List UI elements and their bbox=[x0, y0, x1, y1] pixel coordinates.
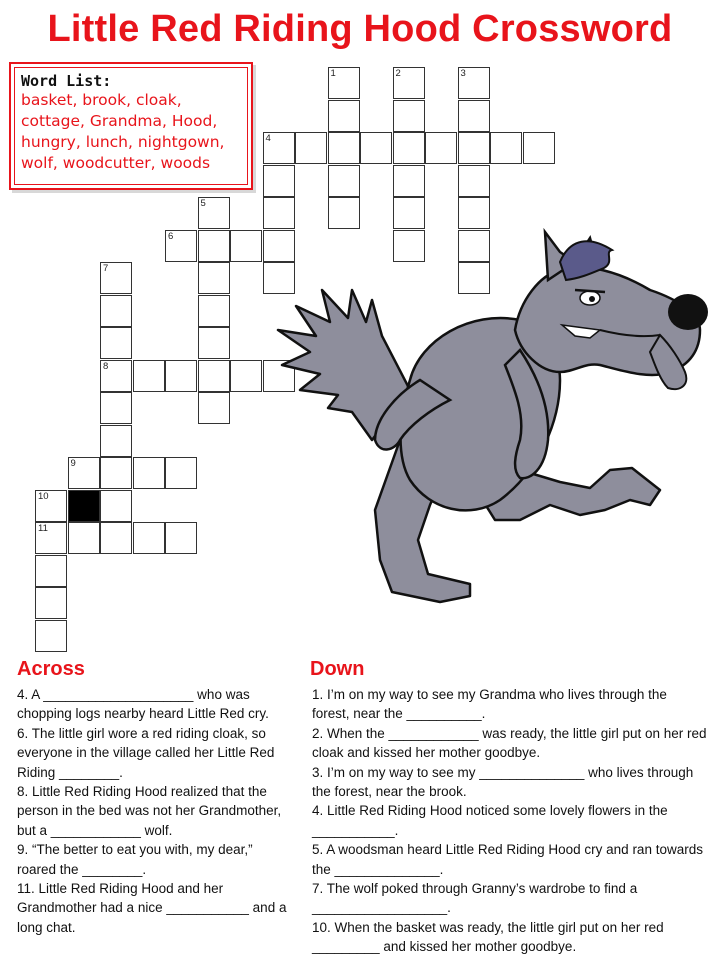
down-clue: 5. A woodsman heard Little Red Riding Hood cry and ran towards the ______________. bbox=[312, 842, 703, 877]
word-list-line: hungry, lunch, nightgown, bbox=[21, 133, 225, 151]
grid-cell[interactable] bbox=[68, 457, 100, 489]
grid-cell[interactable] bbox=[458, 132, 490, 164]
grid-cell[interactable] bbox=[35, 490, 67, 522]
down-clue: 1. I’m on my way to see my Grandma who lives through the forest, near the __________. bbox=[312, 687, 667, 722]
grid-cell[interactable] bbox=[198, 295, 230, 327]
grid-cell[interactable] bbox=[458, 165, 490, 197]
clue-number: 9 bbox=[70, 458, 76, 469]
clue-number: 2 bbox=[395, 68, 401, 79]
across-clue: 11. Little Red Riding Hood and her Grandmother had a nice ___________ and a long chat. bbox=[17, 881, 287, 935]
grid-cell[interactable] bbox=[100, 262, 132, 294]
grid-cell[interactable] bbox=[165, 230, 197, 262]
down-clue: 4. Little Red Riding Hood noticed some lovely flowers in the ___________. bbox=[312, 803, 668, 838]
clue-number: 8 bbox=[103, 360, 109, 372]
grid-cell[interactable] bbox=[100, 522, 132, 554]
grid-cell[interactable] bbox=[100, 295, 132, 327]
grid-cell[interactable] bbox=[263, 165, 295, 197]
grid-cell[interactable] bbox=[295, 132, 327, 164]
grid-cell[interactable] bbox=[35, 587, 67, 619]
clue-number: 3 bbox=[460, 68, 466, 79]
grid-cell[interactable] bbox=[100, 327, 132, 359]
grid-cell[interactable] bbox=[458, 100, 490, 132]
grid-cell[interactable] bbox=[165, 522, 197, 554]
down-clue: 10. When the basket was ready, the little girl put on her red _________ and kissed her mother goodbye. bbox=[312, 919, 664, 955]
down-clues bbox=[312, 685, 707, 957]
grid-cell[interactable] bbox=[68, 522, 100, 554]
grid-cell[interactable] bbox=[328, 67, 360, 99]
wolf-illustration bbox=[270, 215, 710, 610]
across-clue: 9. “The better to eat you with, my dear,” roared the ________. bbox=[17, 842, 253, 877]
across-heading: Across bbox=[17, 658, 85, 680]
grid-cell[interactable] bbox=[393, 67, 425, 99]
grid-cell[interactable] bbox=[393, 132, 425, 164]
clue-number: 5 bbox=[200, 198, 206, 209]
grid-cell[interactable] bbox=[100, 425, 132, 457]
grid-cell[interactable] bbox=[198, 392, 230, 424]
grid-cell[interactable] bbox=[490, 132, 522, 164]
down-clue: 3. I’m on my way to see my ______________ who lives through the forest, near the brook. bbox=[312, 764, 694, 800]
grid-cell[interactable] bbox=[425, 132, 457, 164]
down-clue: 7. The wolf poked through Granny’s wardrobe to find a __________________. bbox=[312, 881, 638, 916]
grid-cell[interactable] bbox=[133, 522, 165, 554]
down-clue: 2. When the ____________ was ready, the little girl put on her red cloak and kissed her mother goodbye. bbox=[312, 725, 707, 761]
down-heading: Down bbox=[310, 658, 365, 680]
grid-cell[interactable] bbox=[35, 522, 67, 554]
grid-cell[interactable] bbox=[263, 132, 295, 164]
grid-cell[interactable] bbox=[198, 327, 230, 359]
grid-cell[interactable] bbox=[328, 165, 360, 197]
clue-number: 4 bbox=[265, 133, 271, 144]
grid-cell[interactable] bbox=[198, 197, 230, 229]
grid-cell[interactable] bbox=[360, 132, 392, 164]
grid-cell[interactable] bbox=[230, 360, 262, 392]
across-clue: 4. A ____________________ who was chopping logs nearby heard Little Red cry. bbox=[17, 687, 269, 722]
grid-cell[interactable] bbox=[165, 457, 197, 489]
clue-number: 7 bbox=[103, 263, 109, 274]
grid-cell[interactable] bbox=[165, 360, 197, 392]
grid-cell[interactable] bbox=[133, 360, 165, 392]
word-list-line: basket, brook, cloak, bbox=[21, 91, 182, 109]
clue-number: 10 bbox=[38, 490, 49, 502]
grid-cell[interactable] bbox=[100, 360, 132, 392]
word-list-heading: Word List: bbox=[21, 72, 112, 90]
across-clue: 6. The little girl wore a red riding cloak, so everyone in the village called her Little Red Riding ________. bbox=[17, 725, 275, 780]
grid-cell[interactable] bbox=[523, 132, 555, 164]
grid-cell[interactable] bbox=[328, 132, 360, 164]
grid-black-square bbox=[68, 490, 100, 522]
word-list-line: wolf, woodcutter, woods bbox=[21, 154, 211, 172]
across-clues bbox=[17, 685, 292, 937]
grid-cell[interactable] bbox=[198, 360, 230, 392]
grid-cell[interactable] bbox=[133, 457, 165, 489]
clue-number: 11 bbox=[38, 523, 48, 534]
grid-cell[interactable] bbox=[458, 67, 490, 99]
grid-cell[interactable] bbox=[198, 262, 230, 294]
grid-cell[interactable] bbox=[35, 555, 67, 587]
clue-number: 1 bbox=[330, 68, 336, 79]
grid-cell[interactable] bbox=[198, 230, 230, 262]
word-list-line: cottage, Grandma, Hood, bbox=[21, 112, 218, 130]
across-clue: 8. Little Red Riding Hood realized that the person in the bed was not her Grandmother, but a ____________ wolf. bbox=[17, 784, 282, 838]
grid-cell[interactable] bbox=[100, 490, 132, 522]
grid-cell[interactable] bbox=[328, 100, 360, 132]
page-title: Little Red Riding Hood Crossword bbox=[47, 8, 673, 50]
grid-cell[interactable] bbox=[393, 100, 425, 132]
grid-cell[interactable] bbox=[100, 457, 132, 489]
grid-cell[interactable] bbox=[230, 230, 262, 262]
grid-cell[interactable] bbox=[100, 392, 132, 424]
grid-cell[interactable] bbox=[393, 165, 425, 197]
clue-number: 6 bbox=[168, 230, 174, 242]
grid-cell[interactable] bbox=[35, 620, 67, 652]
